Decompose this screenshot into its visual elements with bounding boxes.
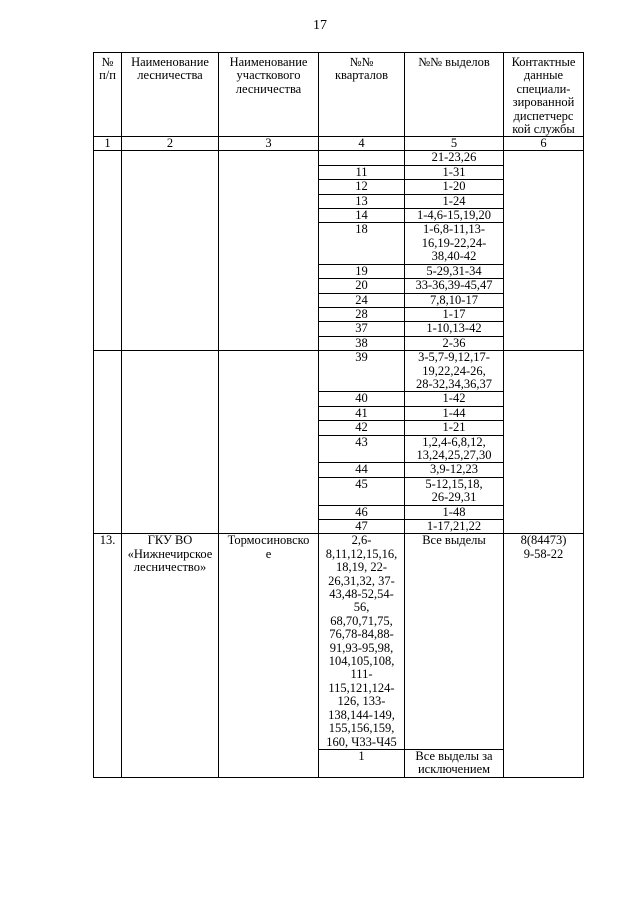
quarter-cell: 28	[319, 307, 405, 321]
vydel-cell: 5-12,15,18, 26-29,31	[405, 477, 504, 505]
vydel-cell: 3,9-12,23	[405, 463, 504, 477]
vydel-cell: 21-23,26	[405, 151, 504, 165]
forestry-table	[93, 52, 584, 778]
table-row	[94, 534, 584, 750]
row-number: 13.	[94, 534, 122, 777]
row-number	[94, 151, 122, 351]
quarter-cell: 47	[319, 520, 405, 534]
vydel-cell: 1-31	[405, 165, 504, 179]
header-number: № п/п	[94, 53, 122, 137]
table-group	[94, 351, 584, 534]
vydel-cell: 3-5,7-9,12,17- 19,22,24-26, 28-32,34,36,37	[405, 351, 504, 392]
column-number: 5	[405, 137, 504, 151]
vydel-cell: 1-44	[405, 406, 504, 420]
quarter-cell: 1	[319, 749, 405, 777]
contact-cell	[504, 151, 584, 351]
vydel-cell: 2-36	[405, 336, 504, 350]
column-number: 4	[319, 137, 405, 151]
vydel-cell: Все выделы	[405, 534, 504, 750]
vydel-cell: 1-48	[405, 505, 504, 519]
contact-cell	[504, 351, 584, 534]
header-vydels: №№ выделов	[405, 53, 504, 137]
quarter-cell: 14	[319, 209, 405, 223]
vydel-cell: 1-24	[405, 194, 504, 208]
table-group	[94, 151, 584, 351]
quarter-cell: 41	[319, 406, 405, 420]
vydel-cell: 1-10,13-42	[405, 322, 504, 336]
quarter-cell: 44	[319, 463, 405, 477]
district-name	[219, 151, 319, 351]
vydel-cell: 1-17	[405, 307, 504, 321]
quarter-cell: 2,6- 8,11,12,15,16, 18,19, 22- 26,31,32, 37- 43,48-52,54- 56, 68,70,71,75, 76,78-84,88- 91,93-95,98, 104,105,108, 111- 115,121,124- 126, 133- 138,144-149, 155,156,159, 160, Ч33-Ч45	[319, 534, 405, 750]
quarter-cell	[319, 151, 405, 165]
quarter-cell: 20	[319, 279, 405, 293]
vydel-cell: 1-4,6-15,19,20	[405, 209, 504, 223]
quarter-cell: 38	[319, 336, 405, 350]
table-row	[94, 351, 584, 392]
quarter-cell: 39	[319, 351, 405, 392]
district-name: Тормосиновско е	[219, 534, 319, 777]
district-name	[219, 351, 319, 534]
quarter-cell: 37	[319, 322, 405, 336]
vydel-cell: Все выделы за исключением	[405, 749, 504, 777]
forestry-name	[122, 351, 219, 534]
table-row	[94, 151, 584, 165]
quarter-cell: 18	[319, 223, 405, 264]
quarter-cell: 19	[319, 264, 405, 278]
quarter-cell: 11	[319, 165, 405, 179]
vydel-cell: 1-21	[405, 421, 504, 435]
quarter-cell: 45	[319, 477, 405, 505]
header-row	[94, 53, 584, 137]
column-number: 3	[219, 137, 319, 151]
forestry-name: ГКУ ВО «Нижнечирское лесничество»	[122, 534, 219, 777]
forestry-name	[122, 151, 219, 351]
vydel-cell: 5-29,31-34	[405, 264, 504, 278]
vydel-cell: 7,8,10-17	[405, 293, 504, 307]
header-district-forestry: Наименование участкового лесничества	[219, 53, 319, 137]
header-forestry: Наименование лесничества	[122, 53, 219, 137]
quarter-cell: 43	[319, 435, 405, 463]
column-number-row	[94, 137, 584, 151]
quarter-cell: 46	[319, 505, 405, 519]
quarter-cell: 13	[319, 194, 405, 208]
column-number: 2	[122, 137, 219, 151]
vydel-cell: 1-17,21,22	[405, 520, 504, 534]
header-quarters: №№ кварталов	[319, 53, 405, 137]
table-group	[94, 534, 584, 777]
quarter-cell: 40	[319, 392, 405, 406]
contact-cell: 8(84473) 9-58-22	[504, 534, 584, 777]
vydel-cell: 1-6,8-11,13- 16,19-22,24- 38,40-42	[405, 223, 504, 264]
vydel-cell: 33-36,39-45,47	[405, 279, 504, 293]
column-number: 1	[94, 137, 122, 151]
column-number: 6	[504, 137, 584, 151]
vydel-cell: 1-20	[405, 180, 504, 194]
quarter-cell: 12	[319, 180, 405, 194]
vydel-cell: 1-42	[405, 392, 504, 406]
vydel-cell: 1,2,4-6,8,12, 13,24,25,27,30	[405, 435, 504, 463]
page-number: 17	[313, 18, 327, 33]
quarter-cell: 42	[319, 421, 405, 435]
header-contacts: Контактные данные специали- зированной диспетчерс кой службы	[504, 53, 584, 137]
quarter-cell: 24	[319, 293, 405, 307]
row-number	[94, 351, 122, 534]
